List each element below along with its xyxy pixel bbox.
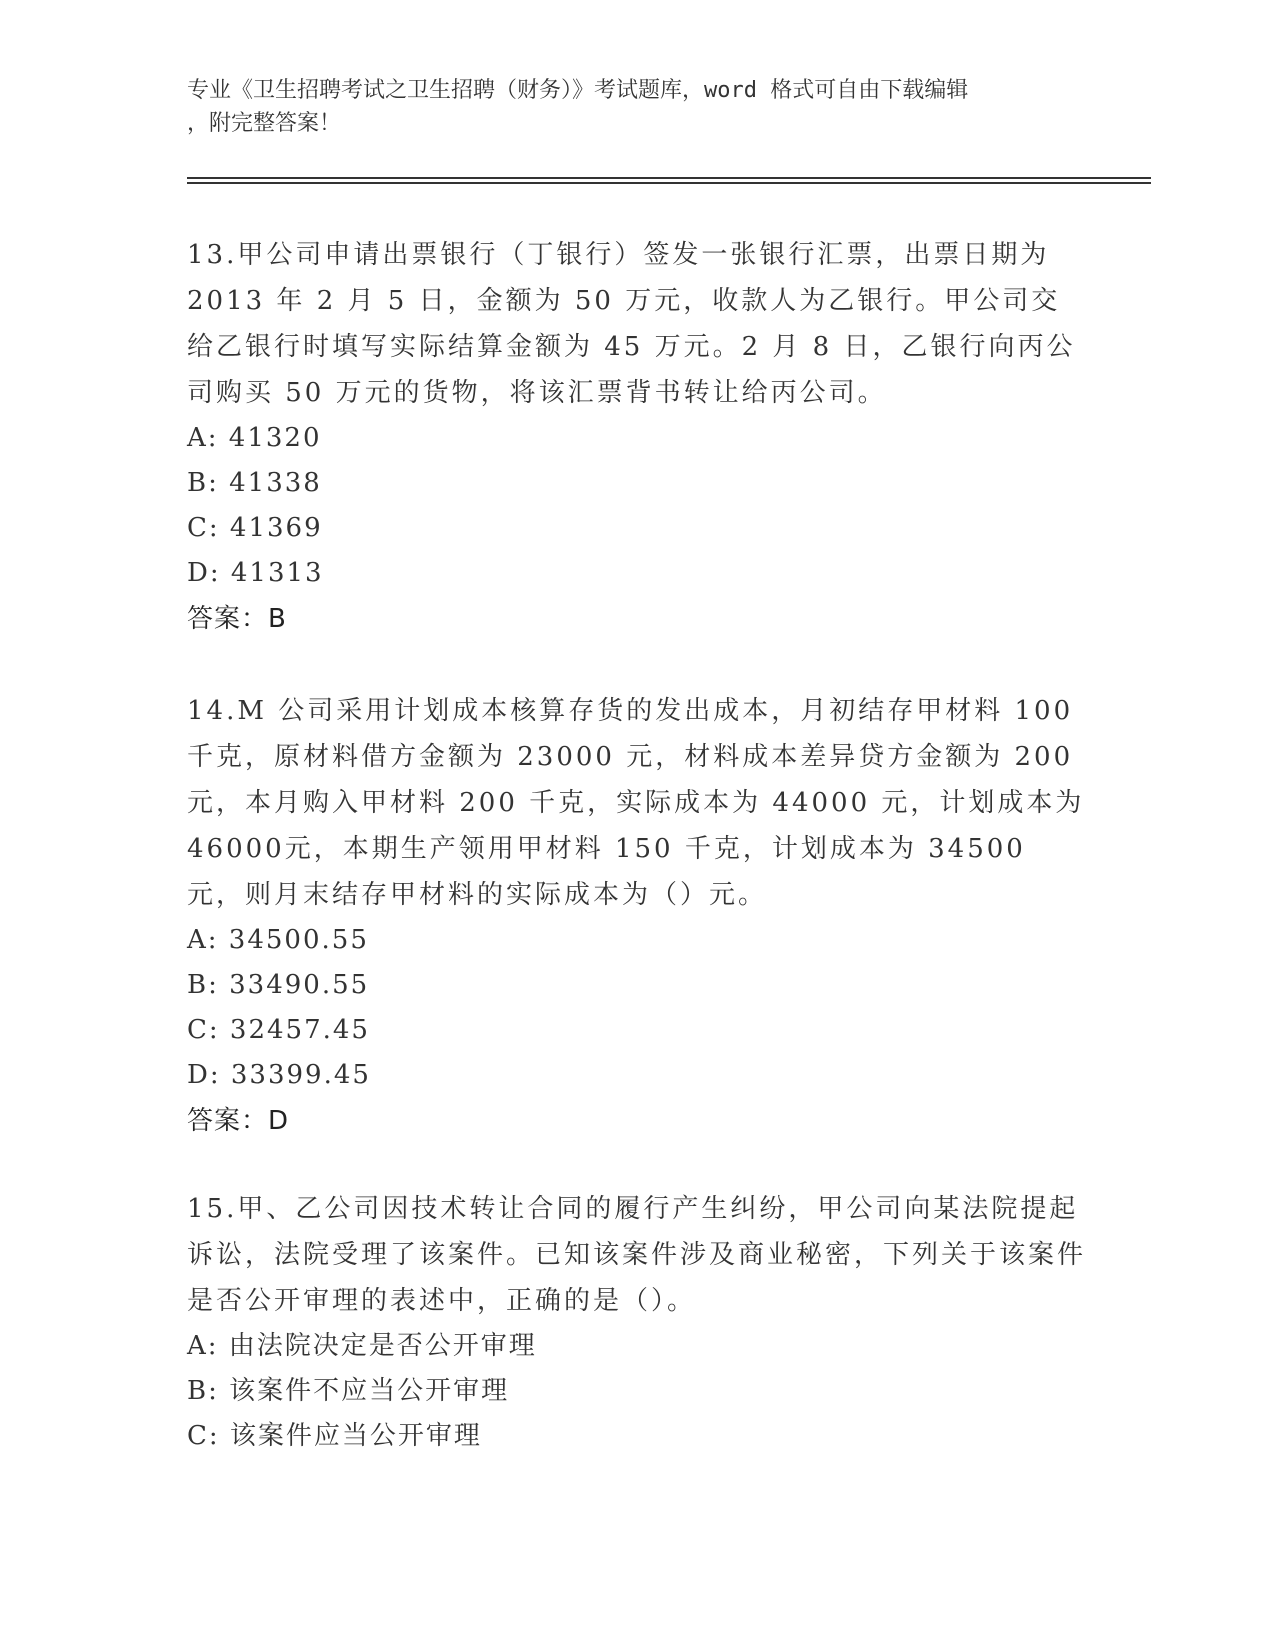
option-c: C: 32457.45	[187, 1015, 370, 1045]
answer-label: 答案：B	[187, 604, 287, 634]
question-15	[187, 1186, 1087, 1459]
option-a: A: 由法院决定是否公开审理	[187, 1331, 537, 1361]
option-b: B: 33490.55	[187, 970, 370, 1000]
header-divider-bottom	[187, 182, 1151, 184]
question-13	[187, 232, 1087, 642]
option-b: B: 41338	[187, 468, 322, 498]
question-text: 13.甲公司申请出票银行（丁银行）签发一张银行汇票，出票日期为2013 年 2 月 5 日，金额为 50 万元，收款人为乙银行。甲公司交给乙银行时填写实际结算金额为 45 万元。2 月 8 日，乙银行向丙公司购买 50 万元的货物，将该汇票背书转让给丙公司。	[187, 240, 1076, 408]
header-divider-top	[187, 177, 1151, 179]
question-text: 14.M 公司采用计划成本核算存货的发出成本，月初结存甲材料 100 千克，原材料借方金额为 23000 元，材料成本差异贷方金额为 200 元，本月购入甲材料 200 千克，实际成本为 44000 元，计划成本为 46000元，本期生产领用甲材料 150 千克，计划成本为 34500 元，则月末结存甲材料的实际成本为（）元。	[187, 696, 1085, 910]
header-line-2: ，附完整答案！	[187, 111, 342, 136]
option-d: D: 33399.45	[187, 1060, 371, 1090]
question-text: 15.甲、乙公司因技术转让合同的履行产生纠纷，甲公司向某法院提起诉讼，法院受理了该案件。已知该案件涉及商业秘密，下列关于该案件是否公开审理的表述中，正确的是（）。	[187, 1194, 1087, 1316]
question-14	[187, 688, 1087, 1144]
option-c: C: 41369	[187, 513, 323, 543]
option-a: A: 34500.55	[187, 925, 369, 955]
document-header	[187, 74, 1077, 140]
header-line-1: 专业《卫生招聘考试之卫生招聘（财务）》考试题库，word 格式可自由下载编辑	[187, 78, 969, 103]
option-d: D: 41313	[187, 558, 324, 588]
option-c: C: 该案件应当公开审理	[187, 1421, 482, 1451]
option-b: B: 该案件不应当公开审理	[187, 1376, 510, 1406]
answer-label: 答案：D	[187, 1106, 290, 1136]
option-a: A: 41320	[187, 423, 322, 453]
